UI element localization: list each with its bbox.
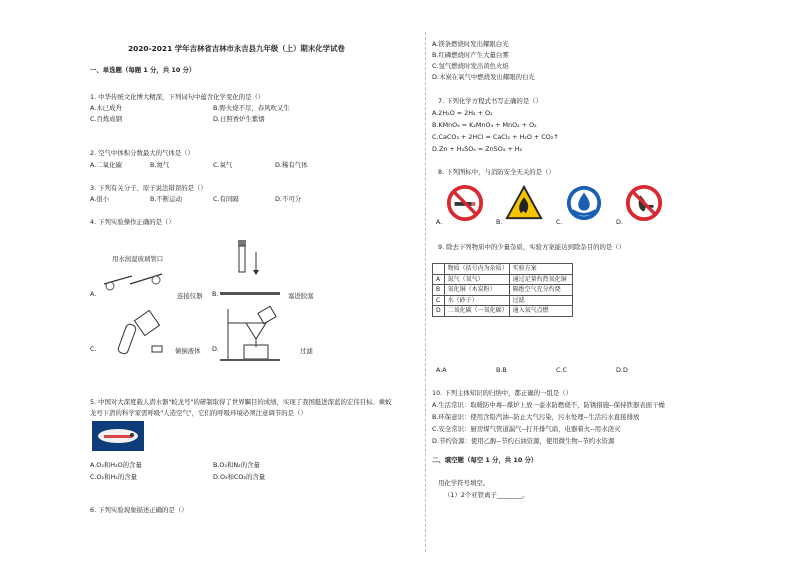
table-row [433, 285, 573, 296]
q4-a-note: 用水润湿玻璃管口 [112, 255, 164, 263]
q10-stem: 10. 下列主体知识的归纳中，都正确的一组是（） [432, 389, 573, 397]
table-row [433, 264, 573, 275]
q10-option-d[interactable]: D.节约资源：使用乙醇--节约石油资源，使用微生物--节约水资源 [432, 437, 615, 445]
q7-stem: 7. 下列化学方程式书写正确的是（） [438, 97, 542, 105]
section-1-heading: 一、单选题（每题 1 分，共 10 分） [90, 66, 196, 74]
q6-stem: 6. 下列实验现象描述正确的是（） [90, 506, 188, 514]
table-cell: 隔绝空气充分灼烧 [509, 285, 572, 296]
q4-b-label: 塞进胶塞 [288, 292, 314, 300]
q11-part-1[interactable]: （1）2个亚铁离子________。 [444, 491, 529, 499]
table-cell: 氧化铜（木炭粉） [444, 285, 509, 296]
q7-option-d[interactable]: D.Zn + H₂SO₄ = ZnSO₄ + H₂ [432, 145, 523, 153]
q5-stem-line2: 龙号下潜的科学家需呼吸"人造空气"，它们的呼吸环境必须注意调节的是（） [90, 409, 307, 417]
q1-option-a[interactable]: A.木已成舟 [90, 104, 122, 112]
q2-stem: 2. 空气中体积分数最大的气体是（） [90, 149, 194, 157]
table-cell: 通入氧气点燃 [509, 306, 572, 317]
q5-option-c[interactable]: C.O₂和H₂的含量 [90, 473, 138, 481]
q7-option-b[interactable]: B.KMnO₄ = K₂MnO₄ + MnO₂ + O₂ [432, 121, 537, 129]
water-saving-sign-icon [565, 184, 603, 222]
q4-a-label: 连接仪器 [177, 292, 203, 300]
table-row [433, 295, 573, 306]
q4-stem: 4. 下列实验操作正确的是（） [90, 218, 175, 226]
table-row [433, 274, 573, 285]
q5-option-b[interactable]: B.O₂和N₂的含量 [213, 461, 260, 469]
table-row [433, 306, 573, 317]
q8-option-b[interactable]: B. [496, 218, 503, 226]
q6-option-d[interactable]: D.木炭在氧气中燃烧发出耀眼的白光 [432, 73, 535, 81]
q11-stem: 用化学符号填空。 [438, 479, 490, 487]
q9-table [432, 263, 573, 317]
table-cell: 过滤 [509, 295, 572, 306]
q4-d-label: 过滤 [300, 347, 313, 355]
q4-option-a[interactable]: A. [90, 290, 97, 298]
q1-stem: 1. 中华传统文化博大精深，下列词句中蕴含化学变化的是（） [90, 93, 265, 101]
q6-option-a[interactable]: A.镁条燃烧时发出耀眼白光 [432, 40, 509, 48]
q2-option-b[interactable]: B.氮气 [150, 161, 170, 169]
q10-option-a[interactable]: A.生活常识：取暖防中毒--煤炉上放一壶水防燃烧不，防锈措施--保持铁器表面干燥 [432, 401, 665, 409]
q6-option-b[interactable]: B.红磷燃烧时产生大量白雾 [432, 51, 509, 59]
q9-stem: 9. 除去下列物质中的少量杂质，实验方案能达到除杂目的的是（） [438, 243, 626, 251]
table-header-cell: 物质（括号内为杂质） [444, 264, 509, 275]
q7-option-c[interactable]: C.CaCO₃ + 2HCl = CaCl₂ + H₂O + CO₂↑ [432, 133, 559, 141]
q10-option-b[interactable]: B.环保意识：使用含铅汽油--防止大气污染，污水处理--生活污水直接排放 [432, 413, 640, 421]
table-cell: D [433, 306, 445, 317]
submarine-image [92, 421, 144, 451]
column-divider [425, 32, 426, 552]
q3-option-c[interactable]: C.有间隔 [213, 195, 239, 203]
connect-apparatus-figure [98, 262, 168, 296]
table-cell: 通过足量灼热氧化铜 [509, 274, 572, 285]
q1-option-b[interactable]: B.野火烧不尽，春风吹又生 [213, 104, 290, 112]
q4-option-c[interactable]: C. [90, 345, 97, 353]
flammable-warning-icon [505, 184, 543, 222]
table-cell: A [433, 274, 445, 285]
table-cell: C [433, 295, 445, 306]
q5-option-a[interactable]: A.O₂和H₂O的含量 [90, 461, 142, 469]
q4-c-label: 倾倒液体 [175, 347, 201, 355]
table-cell: 二氧化碳（一氧化碳） [444, 306, 509, 317]
q2-option-d[interactable]: D.稀有气体 [275, 161, 308, 169]
q9-option-d[interactable]: D.D [616, 366, 628, 374]
q2-option-c[interactable]: C.氧气 [213, 161, 233, 169]
q8-option-c[interactable]: C. [556, 218, 563, 226]
page-title: 2020-2021 学年吉林省吉林市永吉县九年级（上）期末化学试卷 [128, 44, 345, 53]
q1-option-d[interactable]: D.日照香炉生紫烟 [213, 115, 265, 123]
q4-option-d[interactable]: D. [212, 345, 219, 353]
q1-option-c[interactable]: C.百炼成钢 [90, 115, 123, 123]
q5-stem-line1: 5. 中国对大深度载人潜水器"蛟龙号"的研制取得了世界瞩目的成绩，实现了我国挺进深蓝的宏伟目标。乘蛟 [90, 398, 392, 406]
q10-option-c[interactable]: C.安全常识：厨房煤气管道漏气--打开排气扇，电器着火--用水浇灭 [432, 425, 621, 433]
table-cell: 氮气（氧气） [444, 274, 509, 285]
table-cell [433, 264, 445, 275]
stopper-tube-figure [220, 236, 280, 298]
q5-option-d[interactable]: D.O₂和CO₂的含量 [213, 473, 266, 481]
q8-option-d[interactable]: D. [616, 218, 623, 226]
q3-option-a[interactable]: A.很小 [90, 195, 110, 203]
no-fire-sign-icon [625, 184, 663, 222]
pour-liquid-figure [100, 310, 170, 358]
filtration-figure [220, 305, 290, 361]
q4-option-b[interactable]: B. [212, 290, 219, 298]
q8-option-a[interactable]: A. [436, 218, 443, 226]
q8-stem: 8. 下列图标中，与消防安全无关的是（） [438, 168, 555, 176]
q3-option-b[interactable]: B.不断运动 [150, 195, 182, 203]
q9-option-a[interactable]: A.A [436, 366, 447, 374]
q3-stem: 3. 下列有关分子、原子说法错误的是（） [90, 184, 207, 192]
table-cell: B [433, 285, 445, 296]
q6-option-c[interactable]: C.氢气燃烧时发出黄色火焰 [432, 62, 509, 70]
table-cell: 水（砂子） [444, 295, 509, 306]
table-header-cell: 实验方案 [509, 264, 572, 275]
q9-option-c[interactable]: C.C [556, 366, 567, 374]
q2-option-a[interactable]: A.二氧化碳 [90, 161, 122, 169]
section-2-heading: 二、填空题（每空 1 分，共 10 分） [432, 456, 538, 464]
q3-option-d[interactable]: D.不可分 [275, 195, 302, 203]
no-smoking-sign-icon [446, 184, 484, 222]
q7-option-a[interactable]: A.2H₂O = 2H₂ + O₂ [432, 109, 493, 117]
q9-option-b[interactable]: B.B [496, 366, 507, 374]
